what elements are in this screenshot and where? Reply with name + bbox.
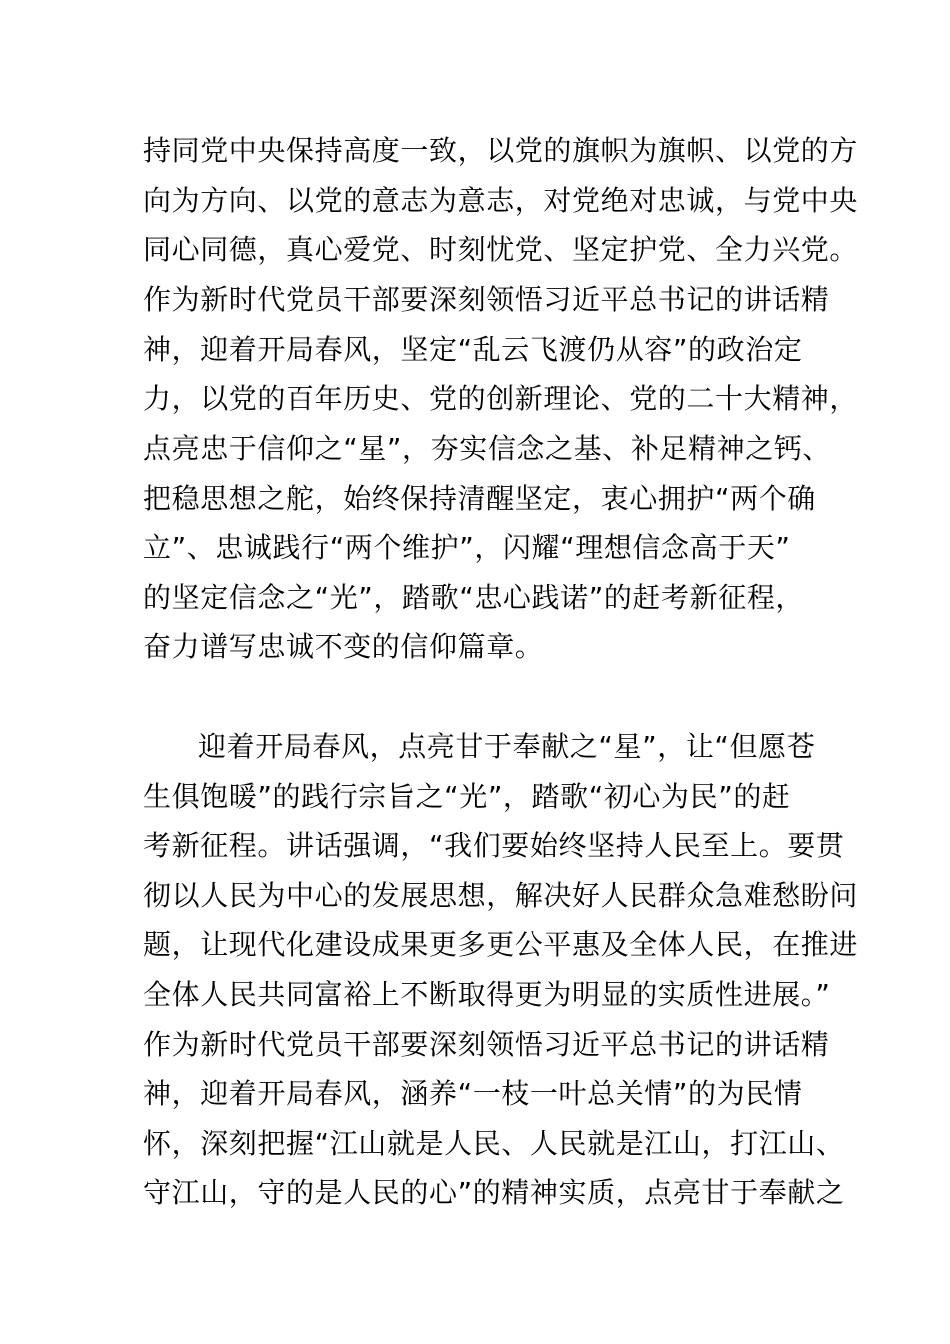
text-line: 作为新时代党员干部要深刻领悟习近平总书记的讲话精 xyxy=(143,1028,830,1061)
text-line: 守江山，守的是人民的心”的精神实质，点亮甘于奉献之 xyxy=(143,1176,845,1209)
text-line: 神，迎着开局春风，坚定“乱云飞渡仍从容”的政治定 xyxy=(143,333,803,366)
text-line: 题，让现代化建设成果更多更公平惠及全体人民，在推进 xyxy=(143,928,859,961)
text-line: 生俱饱暖”的践行宗旨之“光”，踏歌“初心为民”的赶 xyxy=(143,780,791,813)
text-line: 同心同德，真心爱党、时刻忧党、坚定护党、全力兴党。 xyxy=(143,233,859,266)
text-line: 全体人民共同富裕上不断取得更为明显的实质性进展。” xyxy=(143,978,831,1011)
text-line: 力，以党的百年历史、党的创新理论、党的二十大精神， xyxy=(143,382,859,415)
text-line: 彻以人民为中心的发展思想，解决好人民群众急难愁盼问 xyxy=(143,879,859,912)
text-line: 考新征程。讲话强调，“我们要始终坚持人民至上。要贯 xyxy=(143,829,845,862)
text-line: 神，迎着开局春风，涵养“一枝一叶总关情”的为民情 xyxy=(143,1077,803,1110)
text-line: 的坚定信念之“光”，踏歌“忠心践诺”的赶考新征程， xyxy=(143,581,805,614)
text-line: 奋力谱写忠诚不变的信仰篇章。 xyxy=(143,630,544,663)
text-line: 立”、忠诚践行“两个维护”，闪耀“理想信念高于天” xyxy=(143,531,791,564)
text-line: 作为新时代党员干部要深刻领悟习近平总书记的讲话精 xyxy=(143,283,830,316)
text-line: 点亮忠于信仰之“星”，夯实信念之基、补足精神之钙、 xyxy=(143,432,832,465)
text-line: 怀，深刻把握“江山就是人民、人民就是江山，打江山、 xyxy=(143,1127,845,1160)
text-line: 迎着开局春风，点亮甘于奉献之“星”，让“但愿苍 xyxy=(198,730,816,763)
text-line: 向为方向、以党的意志为意志，对党绝对忠诚，与党中央 xyxy=(143,184,859,217)
text-line: 把稳思想之舵，始终保持清醒坚定，衷心拥护“两个确 xyxy=(143,482,816,515)
text-line: 持同党中央保持高度一致，以党的旗帜为旗帜、以党的方 xyxy=(143,134,859,167)
